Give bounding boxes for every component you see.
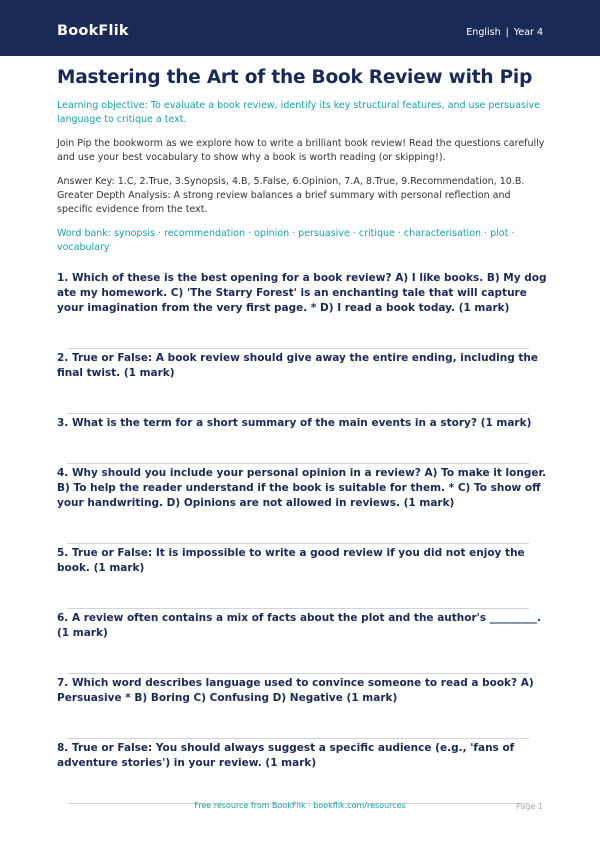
- question-1: 1. Which of these is the best opening for a book review? A) I like books. B) My dog ate my homework. C) 'The Starry Forest' is an enchanting tale that will capture your imagination from the very first page. * D) I read a book today. (1 mark): [57, 272, 547, 314]
- page-number: Page 1: [516, 802, 543, 811]
- worksheet-content: [57, 66, 547, 804]
- answer-line-7[interactable]: [67, 738, 529, 739]
- intro-text: Join Pip the bookworm as we explore how to write a brilliant book review! Read the questions carefully and use your best vocabulary to show why a book is worth reading (or skipping!).: [57, 138, 545, 163]
- page-title: Mastering the Art of the Book Review with Pip: [57, 67, 533, 88]
- answer-line-1[interactable]: [67, 348, 529, 349]
- answer-key: Answer Key: 1.C, 2.True, 3.Synopsis, 4.B, 5.False, 6.Opinion, 7.A, 8.True, 9.Recommendation, 10.B. Greater Depth Analysis: A strong review balances a brief summary with personal reflection and specific evidence from the text.: [57, 176, 525, 215]
- learning-objective: Learning objective: To evaluate a book review, identify its key structural features, and use persuasive language to critique a text.: [57, 100, 541, 125]
- question-3: 3. What is the term for a short summary of the main events in a story? (1 mark): [57, 417, 532, 429]
- question-4: 4. Why should you include your personal opinion in a review? A) To make it longer. B) To help the reader understand if the book is suitable for them. * C) To show off your handwriting. D) Opinions are not allowed in reviews. (1 mark): [57, 467, 547, 509]
- question-5: 5. True or False: It is impossible to write a good review if you did not enjoy the book. (1 mark): [57, 547, 525, 574]
- answer-line-5[interactable]: [67, 608, 529, 609]
- brand-logo[interactable]: BookFlik: [57, 23, 129, 39]
- answer-line-4[interactable]: [67, 543, 529, 544]
- answer-line-6[interactable]: [67, 673, 529, 674]
- answer-line-3[interactable]: [67, 463, 529, 464]
- header-meta: [466, 27, 543, 38]
- meta-separator: |: [505, 27, 509, 38]
- question-8: 8. True or False: You should always suggest a specific audience (e.g., 'fans of adventure stories') in your review. (1 mark): [57, 742, 515, 769]
- footer-text[interactable]: Free resource from BookFlik · bookflik.com/resources: [194, 801, 406, 810]
- question-2: 2. True or False: A book review should give away the entire ending, including the final twist. (1 mark): [57, 352, 538, 379]
- word-bank: Word bank: synopsis · recommendation · opinion · persuasive · critique · characterisation · plot · vocabulary: [57, 228, 515, 253]
- year-label: Year 4: [513, 27, 543, 38]
- question-7: 7. Which word describes language used to convince someone to read a book? A) Persuasive * B) Boring C) Confusing D) Negative (1 mark): [57, 677, 534, 704]
- header-bar: [0, 0, 600, 56]
- question-6: 6. A review often contains a mix of facts about the plot and the author's _________. (1 mark): [57, 612, 541, 639]
- subject-label: English: [466, 27, 501, 38]
- answer-line-2[interactable]: [67, 413, 529, 414]
